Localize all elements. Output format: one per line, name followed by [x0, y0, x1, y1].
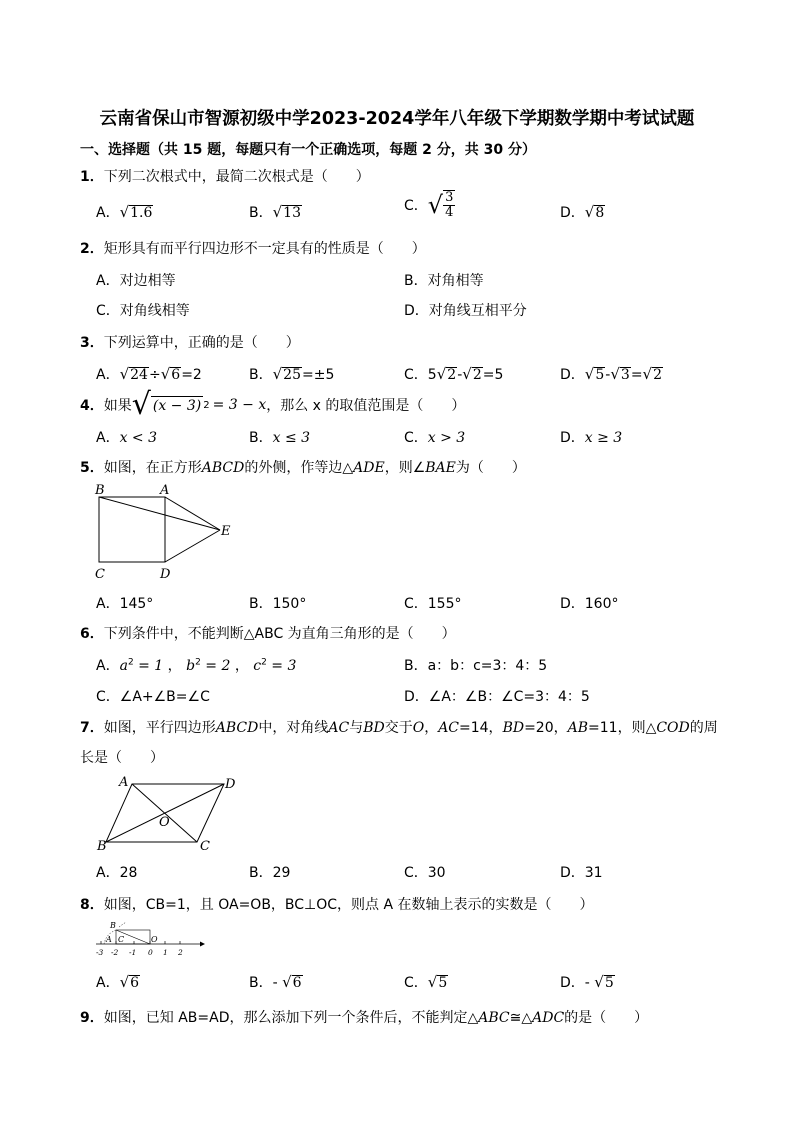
q8-option-c: C．√5: [404, 973, 448, 991]
question-number: 2．: [80, 241, 104, 257]
label-A: A: [160, 483, 170, 498]
tick-label: -2: [111, 948, 119, 957]
q1-option-d: D．√8: [560, 203, 605, 221]
question-7-line-2: 长是（ ）: [80, 750, 164, 766]
q7-option-c: C．30: [404, 865, 446, 881]
q2-option-d: D．对角线互相平分: [404, 303, 527, 319]
q1-option-b: B．√13: [249, 203, 301, 221]
question-number: 5．: [80, 460, 104, 476]
label-E: E: [221, 524, 231, 539]
label-C: C: [95, 567, 105, 582]
q3-option-c: C．5√2-√2=5: [404, 365, 504, 383]
label-D: D: [160, 567, 171, 582]
q7-figure-parallelogram: [92, 772, 242, 854]
label-B: B: [110, 921, 116, 930]
question-number: 4．: [80, 398, 104, 414]
tick-label: 2: [178, 948, 183, 957]
tick-label: -1: [129, 948, 137, 957]
question-text: 矩形具有而平行四边形不一定具有的性质是（ ）: [103, 241, 426, 257]
question-number: 1．: [80, 169, 104, 185]
q4-option-d: D．x ≥ 3: [560, 430, 623, 446]
label-D: D: [225, 777, 236, 792]
q2-option-a: A．对边相等: [96, 273, 176, 289]
q5-option-d: D．160°: [560, 596, 619, 612]
q7-option-a: A．28: [96, 865, 138, 881]
q7-option-b: B．29: [249, 865, 291, 881]
question-text: 下列运算中，正确的是（ ）: [103, 335, 300, 351]
q8-option-b: B．- √6: [249, 973, 302, 991]
q6-option-b: B．a：b：c=3：4：5: [404, 658, 548, 674]
q5-option-b: B．150°: [249, 596, 307, 612]
q7-option-d: D．31: [560, 865, 603, 881]
question-6: 6．下列条件中，不能判断△ABC 为直角三角形的是（ ）: [80, 626, 456, 642]
q1-option-a: A．√1.6: [96, 203, 153, 221]
question-text: 下列二次根式中，最简二次根式是（ ）: [103, 169, 370, 185]
question-2: [80, 238, 426, 258]
question-number: 9．: [80, 1010, 104, 1026]
question-3: [80, 332, 300, 352]
question-4: 4． 如果 √ (x − 3) 2 = 3 − x ，那么 x 的取值范围是（ ）: [80, 387, 466, 422]
radicand: 13: [283, 205, 301, 221]
q4-option-c: C．x > 3: [404, 430, 466, 446]
tick-label: -3: [96, 948, 104, 957]
question-7: 7．如图，平行四边形ABCD中，对角线AC与BD交于O，AC=14，BD=20，AB=11，则△COD的周: [80, 720, 718, 736]
label-O: O: [151, 935, 158, 944]
q2-option-b: B．对角相等: [404, 273, 484, 289]
q2-option-c: C．对角线相等: [96, 303, 190, 319]
q4-option-b: B．x ≤ 3: [249, 430, 311, 446]
q3-option-d: D．√5-√3=√2: [560, 365, 663, 383]
tick-label: 0: [148, 948, 153, 957]
label-B: B: [97, 839, 107, 854]
q6-option-c: C．∠A+∠B=∠C: [96, 689, 210, 705]
question-number: 3．: [80, 335, 104, 351]
radicand: 8: [595, 205, 605, 221]
q3-option-b: B．√25=±5: [249, 365, 335, 383]
q8-figure-number-line: [92, 918, 207, 960]
question-number: 7．: [80, 720, 104, 736]
question-8: 8．如图，CB=1，且 OA=OB，BC⊥OC，则点 A 在数轴上表示的实数是（ ）: [80, 897, 594, 913]
question-number: 8．: [80, 897, 104, 913]
q4-option-a: A．x < 3: [96, 430, 158, 446]
q8-option-a: A．√6: [96, 973, 140, 991]
label-C: C: [118, 935, 125, 944]
fraction: $\frac{3}{4}$: [445, 190, 454, 220]
q8-option-d: D．- √5: [560, 973, 614, 991]
label-C: C: [200, 839, 210, 854]
label-A: A: [119, 775, 129, 790]
page-title: 云南省保山市智源初级中学2023-2024学年八年级下学期数学期中考试试题: [99, 109, 695, 129]
label-O: O: [159, 815, 170, 830]
q6-option-a: A．$a^2 = 1$ ， $b^2 = 2$ ， $c^2 = 3$: [96, 657, 297, 674]
q5-figure-square-triangle: [90, 480, 250, 585]
q1-option-c: C．√ $\frac{3}{4}$: [404, 190, 454, 220]
q6-option-d: D．∠A：∠B：∠C=3：4：5: [404, 689, 590, 705]
label-B: B: [95, 483, 105, 498]
q5-option-c: C．155°: [404, 596, 462, 612]
q3-option-a: A．√24÷√6=2: [96, 365, 202, 383]
question-5: 5．如图，在正方形ABCD的外侧，作等边△ADE，则∠BAE为（ ）: [80, 460, 526, 476]
radical-expression: √ (x − 3): [131, 387, 202, 422]
question-number: 6．: [80, 626, 104, 642]
question-1: [80, 166, 370, 186]
label-A: A: [106, 935, 112, 944]
q5-option-a: A．145°: [96, 596, 154, 612]
radicand: 1.6: [130, 205, 153, 221]
section-heading: 一、选择题（共 15 题，每题只有一个正确选项，每题 2 分，共 30 分）: [80, 142, 536, 158]
tick-label: 1: [163, 948, 168, 957]
question-9: 9．如图，已知 AB=AD，那么添加下列一个条件后，不能判定△ABC≅△ADC的是（ ）: [80, 1010, 649, 1026]
